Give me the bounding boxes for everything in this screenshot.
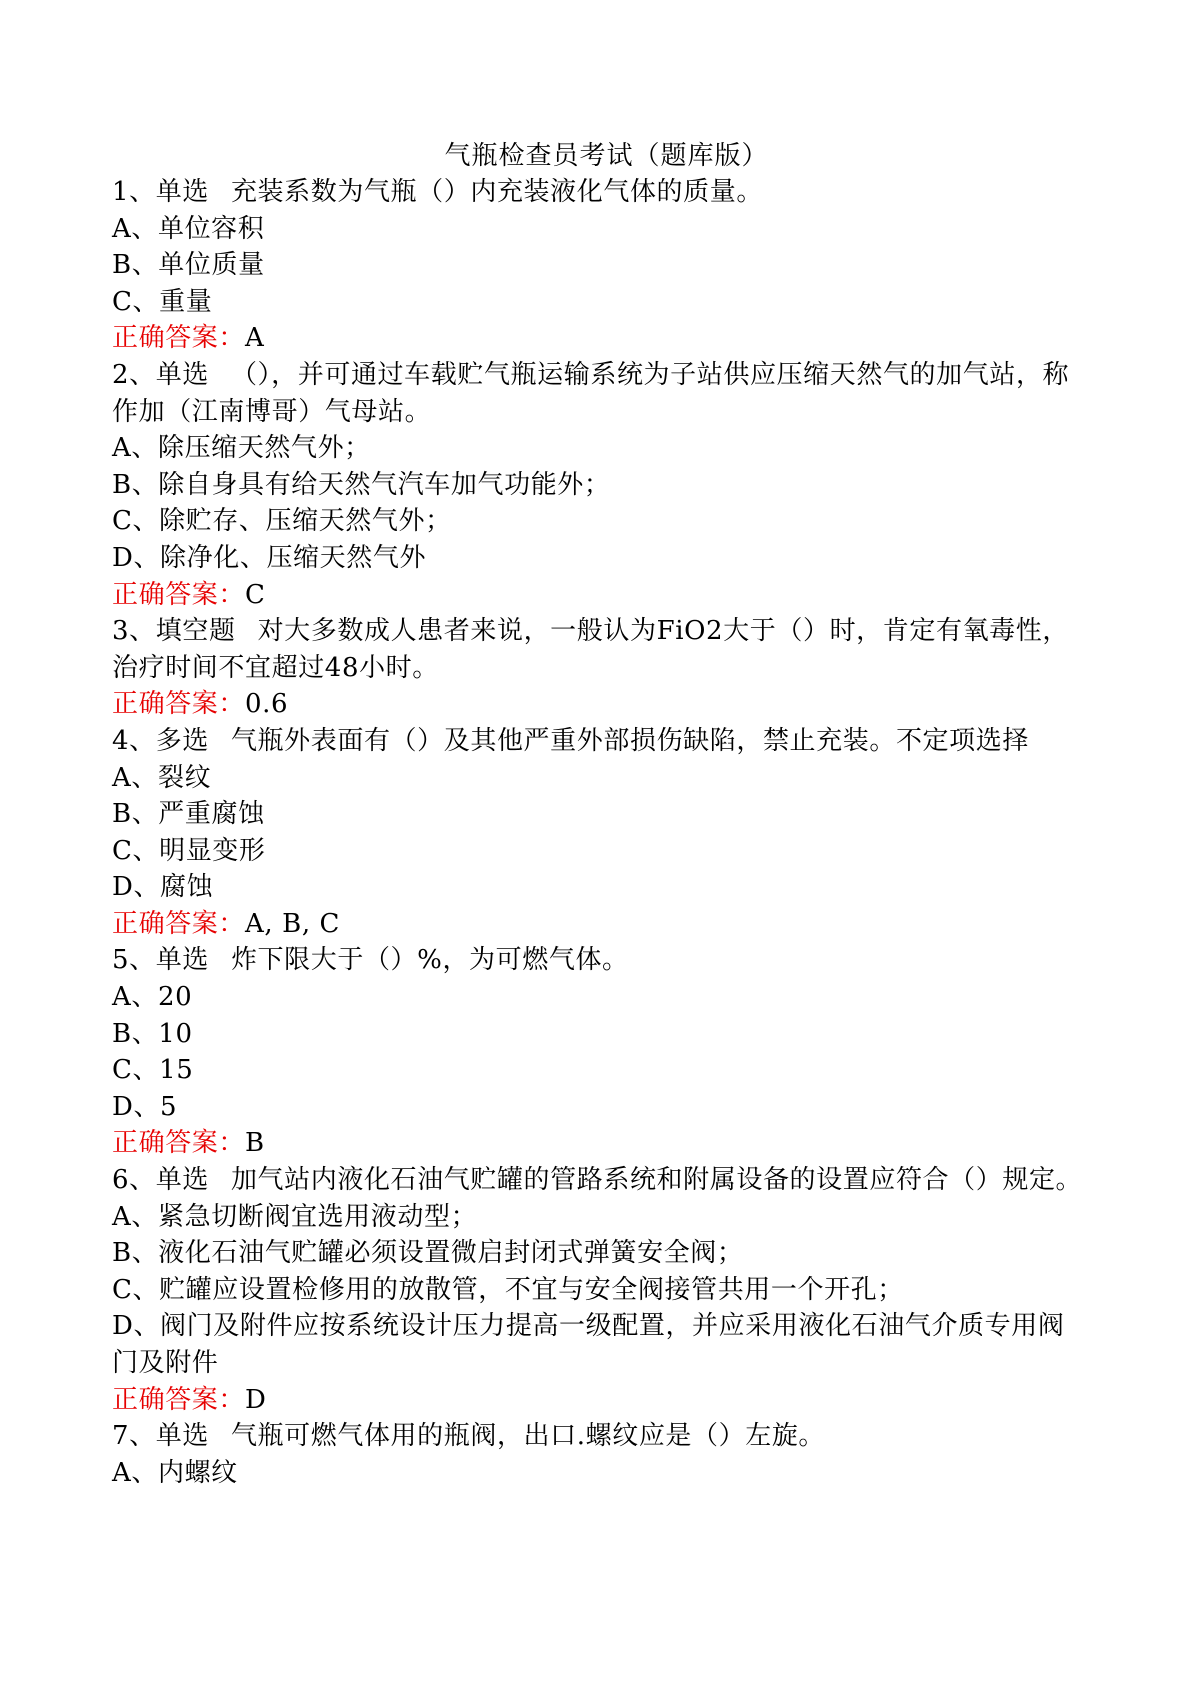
correct-answer-value: C (245, 579, 266, 610)
question-type: 单选 (155, 945, 209, 976)
answer-option: C、15 (112, 1055, 194, 1086)
answer-option: A、裂纹 (112, 762, 212, 793)
correct-answer (112, 686, 1087, 723)
question-block (112, 174, 1087, 357)
question-stem (112, 1162, 1087, 1199)
question-stem (112, 613, 1087, 686)
answer-option: D、除净化、压缩天然气外 (112, 542, 427, 573)
question-number: 6、 (112, 1165, 156, 1196)
question-text: （），并可通过车载贮气瓶运输系统为子站供应压缩天然气的加气站，称作加（江南博哥）气母站。 (112, 359, 1070, 427)
correct-answer (112, 577, 1087, 614)
question-type: 多选 (155, 725, 209, 756)
question-number: 1、 (112, 177, 156, 207)
answer-option: C、贮罐应设置检修用的放散管，不宜与安全阀接管共用一个开孔； (112, 1274, 904, 1305)
question-stem (112, 357, 1087, 430)
question-number: 7、 (112, 1421, 156, 1452)
question-block (112, 723, 1087, 943)
question-number: 4、 (112, 725, 156, 756)
question-block (112, 1162, 1087, 1418)
question-list (112, 174, 1087, 1491)
question-stem (112, 1418, 1087, 1455)
answer-option: A、除压缩天然气外； (112, 433, 371, 464)
answer-option: B、除自身具有给天然气汽车加气功能外； (112, 469, 611, 500)
correct-answer-value: B (245, 1128, 265, 1159)
question-type: 单选 (155, 1421, 209, 1452)
correct-answer-label: 正确答案： (112, 1128, 246, 1159)
question-block (112, 357, 1087, 613)
correct-answer (112, 1382, 1087, 1419)
question-stem (112, 723, 1087, 760)
question-block (112, 1418, 1087, 1491)
correct-answer-label: 正确答案： (112, 323, 246, 354)
question-text: 气瓶外表面有（）及其他严重外部损伤缺陷，禁止充装。不定项选择 (230, 725, 1029, 756)
document-page (112, 138, 1087, 1491)
correct-answer (112, 906, 1087, 943)
correct-answer-label: 正确答案： (112, 908, 246, 939)
question-stem (112, 942, 1087, 979)
answer-option: A、单位容积 (112, 213, 265, 244)
correct-answer-label: 正确答案： (112, 1384, 246, 1415)
question-type: 单选 (155, 1165, 209, 1196)
question-block (112, 613, 1087, 723)
correct-answer-value: A, B, C (245, 908, 341, 939)
correct-answer-label: 正确答案： (112, 689, 246, 720)
answer-option: D、阀门及附件应按系统设计压力提高一级配置，并应采用液化石油气介质专用阀门及附件 (112, 1311, 1065, 1378)
answer-option: D、5 (112, 1091, 178, 1122)
answer-option: C、明显变形 (112, 835, 266, 866)
answer-option: C、除贮存、压缩天然气外； (112, 506, 452, 537)
question-text: 对大多数成人患者来说，一般认为FiO2大于（）时，肯定有氧毒性，治疗时间不宜超过48小时。 (112, 616, 1069, 683)
answer-option: B、液化石油气贮罐必须设置微启封闭式弹簧安全阀； (112, 1238, 744, 1269)
correct-answer (112, 320, 1087, 357)
answer-option: B、单位质量 (112, 250, 265, 281)
question-number: 2、 (112, 359, 156, 390)
answer-option: A、内螺纹 (112, 1457, 238, 1488)
answer-option: B、严重腐蚀 (112, 799, 265, 830)
question-block (112, 942, 1087, 1162)
question-text: 气瓶可燃气体用的瓶阀，出口.螺纹应是（）左旋。 (230, 1421, 826, 1452)
question-type: 单选 (155, 177, 209, 207)
question-text: 炸下限大于（）%，为可燃气体。 (230, 945, 629, 976)
question-text: 充装系数为气瓶（）内充装液化气体的质量。 (230, 177, 763, 207)
answer-option: A、20 (112, 982, 193, 1013)
answer-option: A、紧急切断阀宜选用液动型； (112, 1201, 478, 1232)
correct-answer-value: 0.6 (245, 689, 289, 720)
answer-option: B、10 (112, 1018, 193, 1049)
question-number: 3、 (112, 616, 156, 647)
question-stem (112, 174, 1087, 211)
answer-option: C、重量 (112, 286, 213, 317)
question-type: 单选 (155, 359, 209, 390)
answer-option: D、腐蚀 (112, 872, 214, 903)
correct-answer-value: A (245, 323, 265, 354)
correct-answer-label: 正确答案： (112, 579, 246, 610)
correct-answer (112, 1125, 1087, 1162)
question-type: 填空题 (155, 616, 236, 647)
document-title: 气瓶检查员考试（题库版） (444, 141, 769, 171)
question-text: 加气站内液化石油气贮罐的管路系统和附属设备的设置应符合（）规定。 (230, 1165, 1083, 1196)
correct-answer-value: D (245, 1384, 267, 1415)
question-number: 5、 (112, 945, 156, 976)
